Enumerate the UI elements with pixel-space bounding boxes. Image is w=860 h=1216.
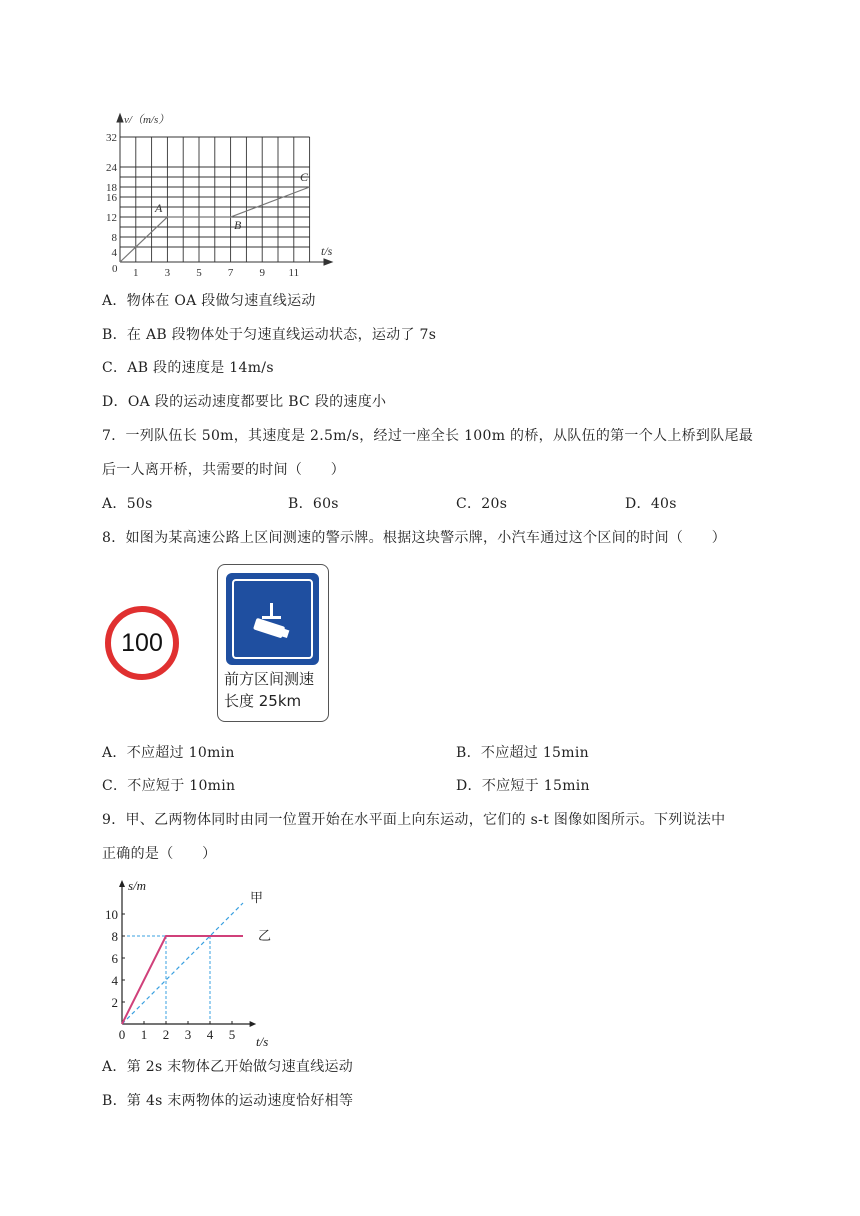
st-series-yi [122,936,243,1024]
st-xlabel: t/s [256,1034,269,1049]
q9-stem-line2: 正确的是（ ） [102,846,217,862]
q8-option-a: A．不应超过 10min [102,745,235,761]
speed-camera-sign [217,564,329,722]
vt-xtick-label: 1 [133,267,139,279]
camera-icon [226,573,319,665]
q7-option-a: A．50s [102,496,153,512]
vt-xtick-label: 5 [196,267,202,279]
q8-option-b: B．不应超过 15min [456,745,589,761]
vt-xtick-label: 9 [259,267,265,279]
q7-option-b: B．60s [288,496,339,512]
st-y-arrow [119,880,125,887]
st-xtick-label: 1 [140,1027,148,1042]
st-xtick-label: 5 [228,1027,236,1042]
sign-text-line1: 前方区间测速 [224,670,315,688]
vt-y-arrow [117,114,123,122]
vt-ytick-label: 4 [111,247,117,259]
q6-option-c: C．AB 段的速度是 14m/s [102,360,274,376]
vt-ytick-label: 16 [106,192,117,204]
q7-stem-line1: 7．一列队伍长 50m，其速度是 2.5m/s，经过一座全长 100m 的桥，从队伍的第一个人上桥到队尾最 [102,428,754,444]
q6-option-b: B．在 AB 段物体处于匀速直线运动状态，运动了 7s [102,327,437,343]
st-legend-jia: 甲 [250,890,264,905]
st-ylabel: s/m [128,878,147,893]
vt-chart [100,112,340,279]
vt-ylabel: v/（m/s） [124,114,170,126]
vt-ytick-label: 18 [106,182,117,194]
vt-label-b: B [234,218,242,232]
vt-xtick-label: 3 [164,267,171,279]
st-xtick-label: 0 [118,1027,126,1042]
st-xtick-label: 4 [206,1027,214,1042]
q8-option-c: C．不应短于 10min [102,778,236,794]
st-ytick-label: 6 [111,951,118,966]
vt-label-c: C [300,170,309,184]
camera-panel [226,573,319,665]
speed-limit-value: 100 [121,628,163,657]
q9-option-a: A．第 2s 末物体乙开始做匀速直线运动 [102,1059,354,1075]
st-ytick-label: 8 [111,929,118,944]
vt-ytick-label: 8 [111,232,117,244]
q9-option-b: B．第 4s 末两物体的运动速度恰好相等 [102,1093,354,1109]
vt-ytick-label: 12 [106,212,117,224]
speed-limit-sign [105,606,179,680]
vt-xtick-label: 7 [227,267,234,279]
vt-x-arrow [324,259,332,265]
st-chart [98,876,288,1049]
vt-origin: 0 [112,263,118,275]
q7-stem-line2: 后一人离开桥，共需要的时间（ ） [102,462,346,478]
st-xtick-label: 2 [162,1027,170,1042]
q8-stem: 8．如图为某高速公路上区间测速的警示牌。根据这块警示牌，小汽车通过这个区间的时间（ ） [102,530,727,546]
q7-option-c: C．20s [456,496,508,512]
q6-option-a: A．物体在 OA 段做匀速直线运动 [102,293,316,309]
st-ytick-label: 2 [111,995,118,1010]
st-x-arrow [250,1021,257,1027]
vt-xlabel: t/s [321,244,333,258]
st-ytick-label: 4 [111,973,118,988]
vt-xtick-label: 11 [288,267,300,279]
vt-ytick-label: 32 [106,132,117,144]
q6-option-d: D．OA 段的运动速度都要比 BC 段的速度小 [102,394,387,410]
sign-text-line2: 长度 25km [224,692,302,710]
st-ytick-label: 10 [105,907,118,922]
q7-option-d: D．40s [625,496,677,512]
st-legend-yi: 乙 [258,928,272,943]
q9-stem-line1: 9．甲、乙两物体同时由同一位置开始在水平面上向东运动，它们的 s-t 图像如图所示。下列说法中 [102,812,726,828]
st-xtick-label: 3 [184,1027,192,1042]
vt-ytick-label: 24 [106,162,117,174]
st-series-jia [122,903,243,1024]
q8-option-d: D．不应短于 15min [456,778,590,794]
vt-label-a: A [155,201,163,215]
